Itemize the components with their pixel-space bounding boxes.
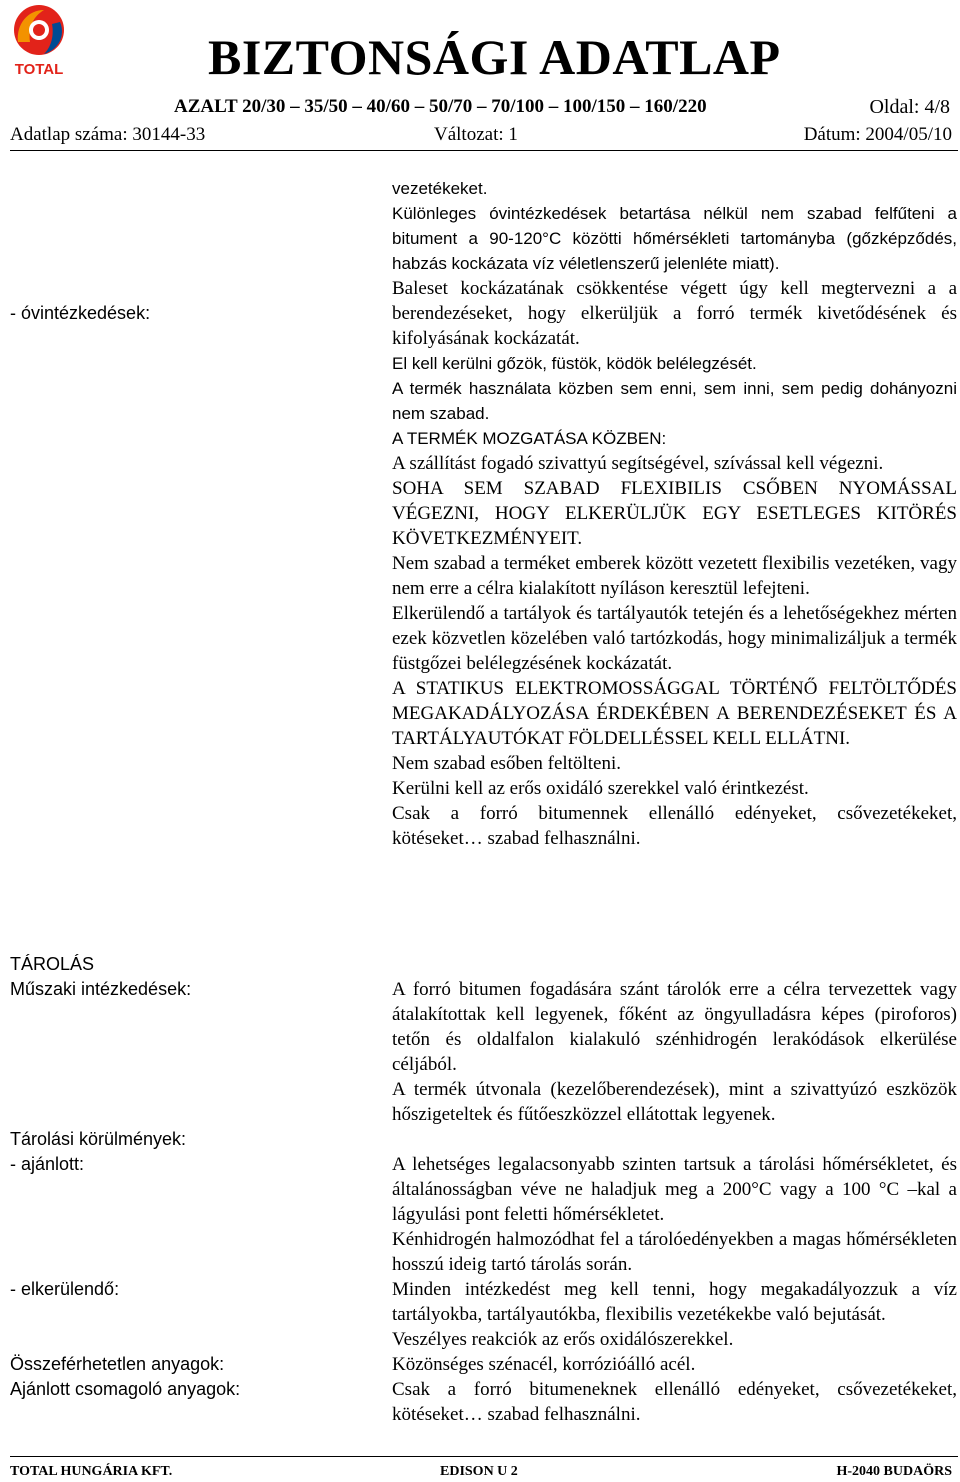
footer	[10, 1464, 952, 1482]
paragraph: Kerülni kell az erős oxidáló szerekkel való érintkezést.	[392, 778, 809, 799]
label-technical-measures: Műszaki intézkedések:	[10, 979, 192, 999]
label-incompatible-materials: Összeférhetetlen anyagok:	[10, 1354, 225, 1374]
paragraph: A forró bitumen fogadására szánt tárolók erre a célra tervezettek vagy átalakítottak kell legyenek, főként az öngyulladásra képes (piroforos) tetőn és oldalfalon kialakuló szénhidrogén lerakódások elkerülése céljából.	[392, 979, 957, 1075]
footer-city: H-2040 BUDAÖRS	[836, 1464, 952, 1479]
label-recommended: - ajánlott:	[10, 1154, 85, 1174]
paragraph: Nem szabad esőben feltölteni.	[392, 753, 621, 774]
paragraph: Csak a forró bitumennek ellenálló edényeket, csővezetékeket, kötéseket… szabad felhasználni.	[392, 803, 957, 849]
paragraph: A lehetséges legalacsonyabb szinten tartsuk a tárolási hőmérsékletet, és általánosságban véve ne haladjuk meg a 200°C vagy a 100 °C –kal a lágyulási pont feletti hőmérsékletet.	[392, 1154, 957, 1225]
paragraph: Különleges óvintézkedések betartása nélkül nem szabad felfűteni a bitument a 90-120°C közötti hőmérsékleti tartományba (gőzképződés, habzás kockázata víz véletlenszerű jelenléte miatt).	[392, 204, 957, 273]
label-packaging-materials: Ajánlott csomagoló anyagok:	[10, 1379, 241, 1399]
label-precautions: - óvintézkedések:	[10, 303, 151, 323]
paragraph: vezetékeket.	[392, 179, 488, 198]
technical-measures-block	[392, 977, 957, 1127]
paragraph: A szállítást fogadó szivattyú segítségével, szívással kell végezni.	[392, 453, 884, 474]
label-to-avoid: - elkerülendő:	[10, 1279, 120, 1299]
page-number: Oldal: 4/8	[869, 96, 950, 118]
paragraph: Baleset kockázatának csökkentése végett úgy kell megtervezni a a berendezéseket, hogy elkerüljük a forró termék kivetődésének és kifolyásának kockázatát.	[392, 278, 957, 349]
paragraph: A STATIKUS ELEKTROMOSSÁGGAL TÖRTÉNŐ FELTÖLTŐDÉS MEGAKADÁLYOZÁSA ÉRDEKÉBEN A BERENDEZÉSEKET ÉS A TARTÁLYAUTÓKAT FÖLDELLÉSSEL KELL ELLÁTNI.	[392, 678, 957, 749]
label-storage: TÁROLÁS	[10, 954, 95, 974]
product-list: AZALT 20/30 – 35/50 – 40/60 – 50/70 – 70/100 – 100/150 – 160/220	[174, 96, 707, 117]
paragraph: Kénhidrogén halmozódhat fel a tárolóedényekben a magas hőmérsékleten hosszú ideig tartó tárolás során.	[392, 1229, 957, 1275]
handling-block	[392, 176, 957, 851]
footer-divider	[10, 1456, 958, 1457]
paragraph: Nem szabad a terméket emberek között vezetett flexibilis vezetéken, vagy nem erre a célra kialakított nyíláson keresztül lefejteni.	[392, 553, 957, 599]
version: Változat: 1	[434, 124, 518, 145]
header-divider	[10, 150, 958, 151]
paragraph: Csak a forró bitumeneknek ellenálló edényeket, csővezetékeket, kötéseket… szabad felhasználni.	[392, 1379, 957, 1425]
paragraph: Közönséges szénacél, korrózióálló acél.	[392, 1354, 696, 1375]
date: Dátum: 2004/05/10	[803, 124, 952, 145]
paragraph: Elkerülendő a tartályok és tartályautók tetején és a lehetőségekhez mérten ezek közvetlen közelében való tartózkodás, hogy minimalizáljuk a termék füstgőzei belélegzésének kockázatát.	[392, 603, 957, 674]
sheet-number: Adatlap száma: 30144-33	[10, 124, 206, 145]
label-storage-conditions: Tárolási körülmények:	[10, 1129, 187, 1149]
paragraph: Veszélyes reakciók az erős oxidálószerekkel.	[392, 1329, 734, 1350]
total-logo-icon	[8, 2, 70, 80]
paragraph: Minden intézkedést meg kell tenni, hogy megakadályozzuk a víz tartályokba, tartályautókba, flexibilis vezetékekbe való bejutását.	[392, 1279, 957, 1325]
paragraph: A termék útvonala (kezelőberendezések), mint a szivattyúzó eszközök hőszigeteltek és fűtőeszközzel ellátottak legyenek.	[392, 1079, 957, 1125]
document-title: BIZTONSÁGI ADATLAP	[208, 29, 781, 85]
document-meta	[10, 124, 952, 148]
paragraph: A TERMÉK MOZGATÁSA KÖZBEN:	[392, 429, 667, 448]
footer-street: EDISON U 2	[440, 1464, 518, 1479]
recommended-block	[392, 1152, 957, 1427]
footer-company: TOTAL HUNGÁRIA KFT.	[10, 1464, 173, 1479]
paragraph: SOHA SEM SZABAD FLEXIBILIS CSŐBEN NYOMÁSSAL VÉGEZNI, HOGY ELKERÜLJÜK EGY ESETLEGES KITÖRÉS KÖVETKEZMÉNYEIT.	[392, 478, 957, 549]
total-logo	[8, 2, 70, 80]
logo-text: TOTAL	[14, 61, 64, 78]
paragraph: El kell kerülni gőzök, füstök, ködök belélegzését.	[392, 354, 757, 373]
paragraph: A termék használata közben sem enni, sem inni, sem pedig dohányozni nem szabad.	[392, 379, 957, 423]
